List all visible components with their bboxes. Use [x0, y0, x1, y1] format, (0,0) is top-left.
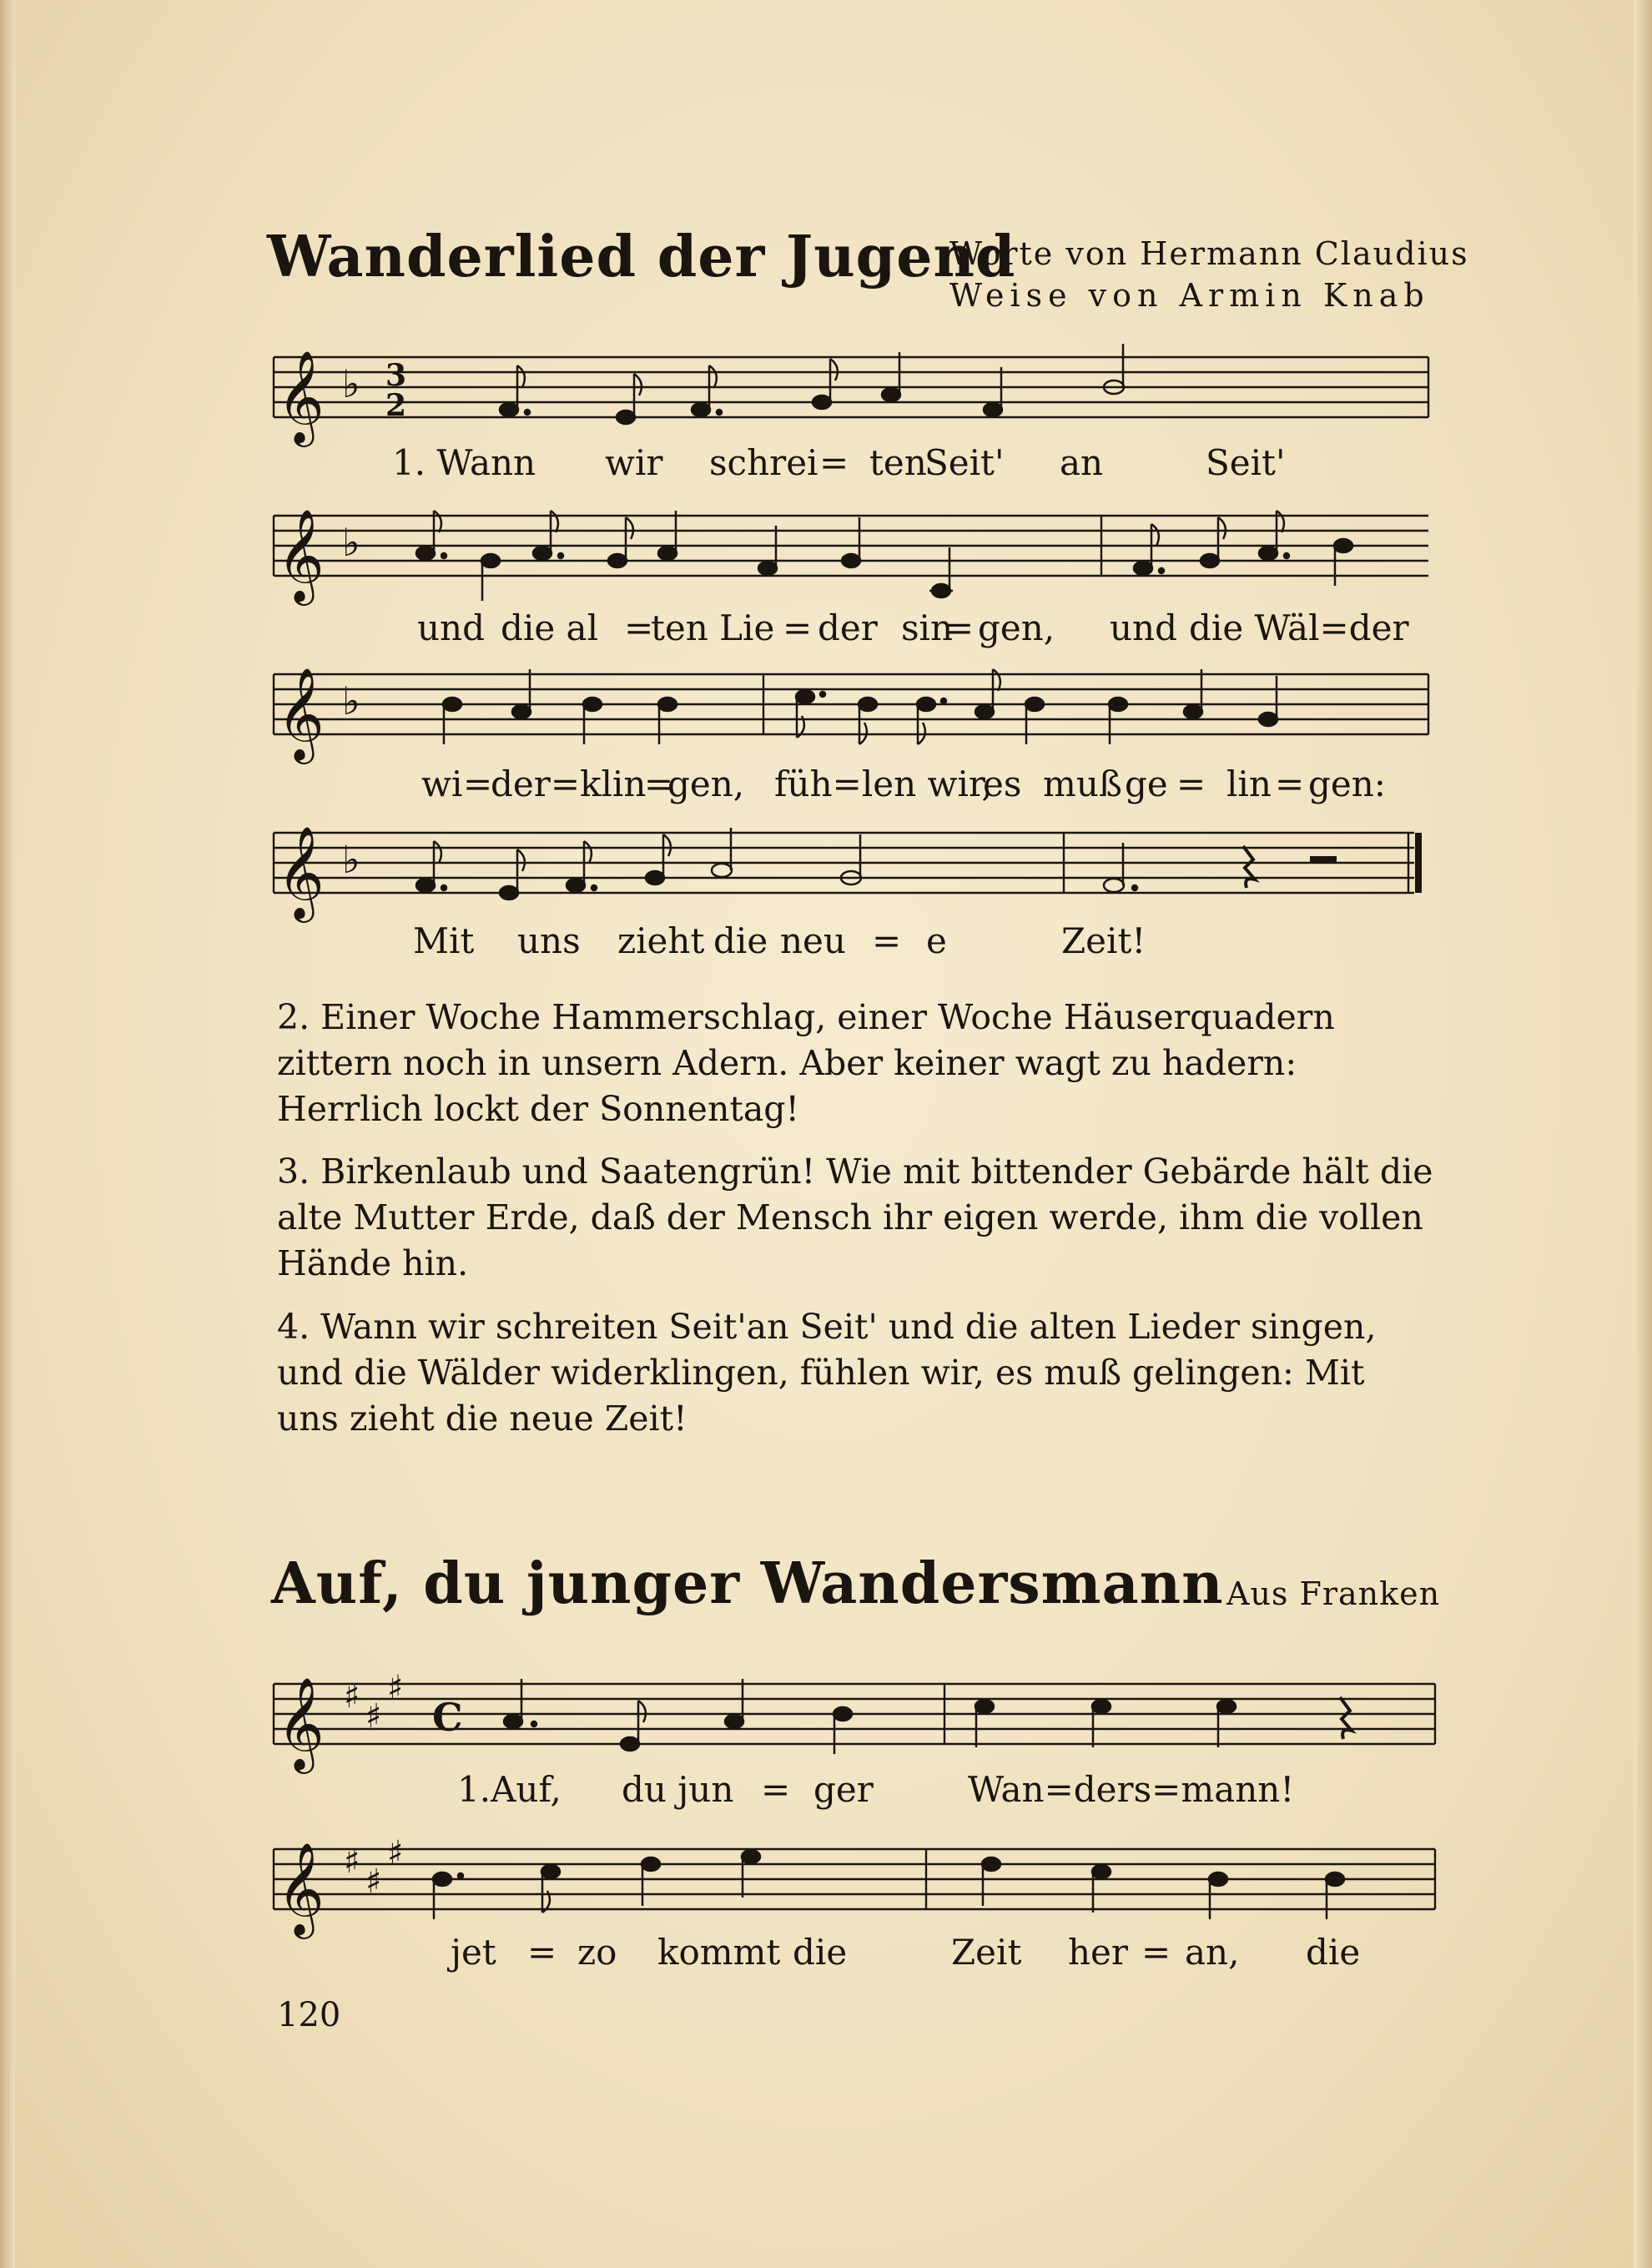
note: [658, 698, 677, 744]
note: [583, 698, 602, 744]
note: [416, 511, 446, 560]
song-credit-lyrics: Worte von Hermann Claudius: [949, 235, 1469, 272]
song-credit-melody: Weise von Armin Knab: [949, 277, 1430, 314]
song-title: Wanderlied der Jugend: [267, 224, 1016, 290]
lyric-syllable: ten: [869, 442, 927, 483]
treble-clef-icon: 𝄞: [277, 1842, 325, 1935]
lyric-syllable: an: [1060, 442, 1104, 483]
note: [859, 698, 877, 744]
sharp-icon: ♯: [344, 1842, 360, 1881]
page-edge-left: [0, 0, 15, 2268]
lyric-syllable: neu: [780, 920, 846, 961]
lyric-syllable: du jun: [622, 1769, 734, 1810]
note: [533, 511, 563, 560]
verse-paragraph: 3. Birkenlaub und Saatengrün! Wie mit bittender Gebärde hält die alte Mutter Erde, daß der Mensch ihr eigen werde, ihm die vollen Hände hin.: [277, 1152, 1433, 1283]
lyric-syllable: und: [417, 607, 485, 648]
note: [1334, 539, 1352, 586]
flat-icon: ♭: [342, 678, 360, 723]
lyric-syllable: her: [1068, 1932, 1128, 1973]
lyric-syllable: ten Lie: [651, 607, 775, 648]
treble-clef-icon: 𝄞: [277, 508, 325, 602]
note: [512, 669, 531, 718]
lyric-syllable: kommt: [657, 1932, 781, 1973]
note: [742, 1850, 760, 1898]
lyric-hyphen: =: [761, 1769, 791, 1810]
note: [1326, 1872, 1344, 1919]
lyric-syllable: und: [1110, 607, 1177, 648]
time-signature-bottom: 2: [385, 388, 407, 423]
lyric-syllable: die: [793, 1932, 848, 1973]
lyric-hyphen: =: [1275, 764, 1305, 804]
note: [1025, 698, 1044, 744]
quarter-rest-icon: [1340, 1697, 1352, 1739]
note: [725, 1679, 743, 1728]
lyric-hyphen: =: [1141, 1932, 1171, 1973]
flat-icon: ♭: [342, 520, 360, 565]
lyric-syllable: jet: [451, 1932, 496, 1973]
note: [1092, 1700, 1111, 1747]
note: [642, 1857, 660, 1906]
lyric-syllable: die al: [501, 607, 598, 648]
page-number: 120: [277, 1996, 341, 2034]
note: [1209, 1872, 1227, 1919]
note: [1259, 511, 1289, 560]
time-signature-top: 3: [385, 358, 407, 393]
lyric-syllable: zo: [577, 1932, 617, 1973]
note: [1109, 698, 1127, 744]
note: [984, 367, 1002, 416]
sharp-icon: ♯: [365, 1862, 382, 1901]
lyric-syllable: uns: [517, 920, 581, 961]
lyric-syllable: gen:: [1308, 764, 1386, 804]
treble-clef-icon: 𝄞: [277, 350, 325, 443]
lyric-syllable: an,: [1185, 1932, 1240, 1973]
lyric-syllable: Seit': [1206, 442, 1286, 483]
song-title: Auf, du junger Wandersmann: [271, 1550, 1224, 1617]
page-edge-right: [1634, 0, 1652, 2268]
flat-icon: ♭: [342, 361, 360, 406]
song-credit-origin: Aus Franken: [1226, 1575, 1441, 1612]
lyric-hyphen: =: [624, 607, 654, 648]
verse-paragraph: 4. Wann wir schreiten Seit'an Seit' und die alten Lieder singen, und die Wälder widerklingen, fühlen wir, es muß gelingen: Mit uns zieht die neue Zeit!: [277, 1307, 1377, 1439]
note: [842, 517, 860, 567]
lyric-hyphen: =: [783, 607, 813, 648]
note: [975, 1700, 994, 1747]
final-barline: [1415, 833, 1422, 893]
treble-clef-icon: 𝄞: [277, 1676, 325, 1770]
lyric-syllable: 1. Wann: [392, 442, 536, 483]
lyric-syllable: ger: [813, 1769, 874, 1810]
lyric-hyphen: =: [644, 764, 674, 804]
note: [658, 511, 677, 560]
note: [541, 1865, 560, 1913]
note: [1217, 1700, 1236, 1747]
lyric-syllable: die: [1306, 1932, 1361, 1973]
treble-clef-icon: 𝄞: [277, 825, 325, 919]
lyric-syllable: der=klin: [491, 764, 647, 804]
lyric-syllable: sin: [901, 607, 954, 648]
common-time-icon: C: [432, 1695, 463, 1740]
quarter-rest-icon: [1243, 846, 1255, 888]
lyric-hyphen: =: [527, 1932, 557, 1973]
note: [712, 828, 732, 877]
lyric-syllable: es: [983, 764, 1022, 804]
note: [929, 547, 953, 597]
lyric-syllable: Seit': [924, 442, 1005, 483]
sharp-icon: ♯: [365, 1697, 382, 1736]
note: [758, 526, 777, 575]
note: [504, 1679, 536, 1728]
note: [834, 1707, 852, 1754]
note: [796, 690, 825, 738]
note: [443, 698, 461, 744]
lyric-syllable: die: [713, 920, 768, 961]
music-staff: [267, 651, 1435, 776]
lyric-syllable: wi: [421, 764, 463, 804]
music-staff: [267, 809, 1435, 935]
lyric-syllable: gen,: [978, 607, 1055, 648]
note: [982, 1857, 1000, 1906]
lyric-syllable: der: [818, 607, 878, 648]
note: [1092, 1865, 1111, 1913]
lyric-syllable: Zeit!: [1061, 920, 1146, 961]
note: [1184, 669, 1202, 718]
lyric-syllable: muß: [1043, 764, 1122, 804]
note: [975, 669, 1000, 718]
lyric-hyphen: =: [872, 920, 902, 961]
lyric-syllable: 1.Auf,: [457, 1769, 562, 1810]
lyric-syllable: e: [926, 920, 947, 961]
lyric-syllable: Mit: [413, 920, 475, 961]
lyric-syllable: wir: [605, 442, 663, 483]
lyric-syllable: Zeit: [951, 1932, 1022, 1973]
lyric-hyphen: =: [944, 607, 975, 648]
note: [1259, 676, 1277, 726]
lyric-hyphen: =: [463, 764, 493, 804]
lyric-syllable: ge: [1125, 764, 1168, 804]
music-staff: [267, 334, 1435, 459]
lyric-syllable: gen,: [667, 764, 745, 804]
treble-clef-icon: 𝄞: [277, 667, 325, 760]
flat-icon: ♭: [342, 837, 360, 882]
lyric-hyphen: =: [819, 442, 849, 483]
note: [882, 352, 900, 401]
sharp-icon: ♯: [387, 1669, 404, 1707]
lyric-syllable: füh=len wir,: [774, 764, 993, 804]
lyric-syllable: lin: [1226, 764, 1272, 804]
lyric-syllable: schrei: [709, 442, 818, 483]
note: [481, 554, 500, 601]
lyric-hyphen: =: [1176, 764, 1206, 804]
half-rest-icon: [1310, 856, 1337, 864]
music-staff: [267, 492, 1435, 617]
music-staff: [267, 1826, 1443, 1951]
lyric-syllable: zieht: [617, 920, 705, 961]
lyric-syllable: die Wäl=der: [1189, 607, 1409, 648]
note: [1104, 843, 1137, 892]
sharp-icon: ♯: [344, 1677, 360, 1716]
music-staff: [267, 1661, 1443, 1786]
lyric-syllable: Wan=ders=mann!: [968, 1769, 1295, 1810]
sharp-icon: ♯: [387, 1834, 404, 1872]
verse-paragraph: 2. Einer Woche Hammerschlag, einer Woche Häuserquadern zittern noch in unsern Adern. Aber keiner wagt zu hadern: Herrlich lockt der Sonnentag!: [277, 997, 1335, 1129]
